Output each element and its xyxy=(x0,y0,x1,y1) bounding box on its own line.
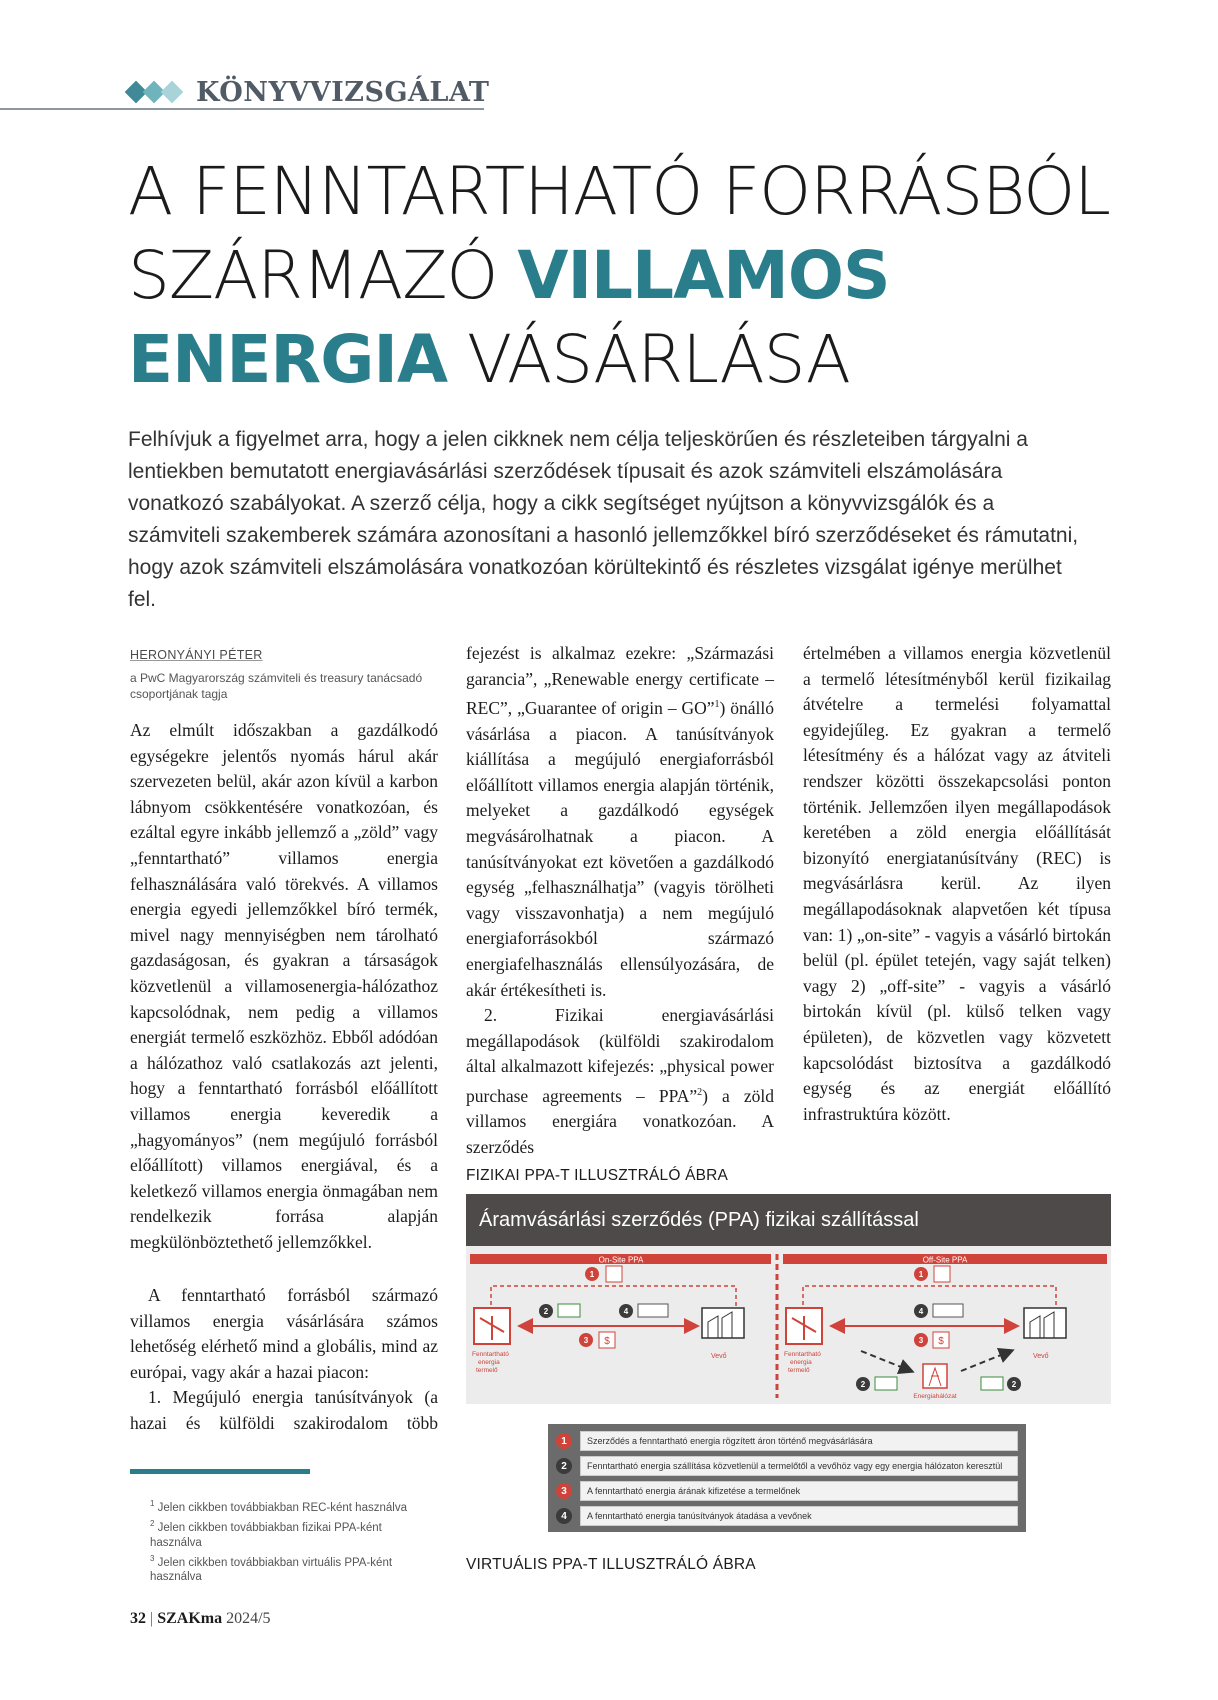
section-diamond-icon xyxy=(128,84,182,100)
certificate-icon xyxy=(638,1304,668,1317)
svg-text:energia: energia xyxy=(478,1359,500,1366)
legend-row: 1 Szerződés a fenntartható energia rögzített áron történő megvásárlására xyxy=(556,1432,1018,1450)
legend-row: 2 Fenntartható energia szállítása közvetlenül a termelőtől a vevőhöz vagy egy energia hálózaton keresztül xyxy=(556,1457,1018,1475)
section-title: KÖNYVVIZSGÁLAT xyxy=(196,76,490,108)
body-column-2 xyxy=(466,641,774,1161)
author-name: HERONYÁNYI PÉTER xyxy=(130,648,263,662)
right-panel-content xyxy=(784,1266,1066,1400)
contract-icon xyxy=(606,1266,622,1282)
body-paragraph-rec: 1. Megújuló energia tanúsítványok (a hazai és külföldi szakirodalom több xyxy=(130,1387,438,1433)
body-paragraph: Az elmúlt időszakban a gazdálkodó egységekre jelentős nyomás hárul akár szervezeten belül, akár azon kívül a karbon lábnyom csökkentésére vonatkozóan, és ezáltal egyre inkább jellemző a „zöld” vagy „fenntartható” villamos energia felhasználására való törekvés. A villamos energia egyedi jellemzőkkel bíró termék, mivel nagy mennyiségben nem tárolható gazdaságosan, és gyakran a társaságok közvetlenül a villamosenergia-hálózathoz kapcsolódnak, nem pedig a villamos energiát termelő eszközhöz. Ebből adódóan a hálózathoz való csatlakozás azt jelenti, hogy a fenntartható forrásból előállított villamos energia keveredik a „hagyományos” (nem megújuló forrásból előállított) villamos energiával, és a keletkező villamos energia önmagában nem rendelkezik forrása alapján megkülönböztethető jellemzőkkel. xyxy=(130,720,438,1252)
left-panel-content xyxy=(472,1266,744,1374)
svg-text:termelő: termelő xyxy=(788,1367,810,1374)
svg-text:3: 3 xyxy=(918,1336,924,1345)
footnote: $^2$ Jelen cikkben továbbiakban fizikai PPA-ként használva xyxy=(150,1518,382,1549)
battery-icon xyxy=(875,1377,897,1390)
figure-diagram xyxy=(466,1246,1111,1404)
figure-caption-top: FIZIKAI PPA-T ILLUSZTRÁLÓ ÁBRA xyxy=(466,1167,729,1184)
figure-legend xyxy=(548,1424,1026,1532)
svg-text:$: $ xyxy=(938,1336,944,1347)
svg-text:1: 1 xyxy=(918,1270,924,1279)
lead-paragraph: Felhívjuk a figyelmet arra, hogy a jelen cikknek nem célja teljeskörűen és részleteiben tárgyalni a lentiekben bemutatott energiavásárlási szerződések típusait és azok számviteli elszámolására vonatkozó szabályokat. A szerző célja, hogy a cikk segítséget nyújtson a könyvvizsgálók és a számviteli szakemberek számára azonosítani a hasonló jellemzőkkel bíró szerződéseket és rámutatni, hogy azok számviteli elszámolására vonatkozóan körültekintő és részletes vizsgálat igénye merülhet fel. xyxy=(128,428,1079,611)
body-column-1 xyxy=(130,718,438,1255)
svg-text:energia: energia xyxy=(790,1359,812,1366)
title-line-3: ENERGIA VÁSÁRLÁSA xyxy=(128,321,850,398)
battery-icon xyxy=(981,1377,1003,1390)
footnote: $^3$ Jelen cikkben továbbiakban virtuális PPA-ként használva xyxy=(150,1553,393,1584)
author-description: a PwC Magyarország számviteli és treasury tanácsadó csoportjának tagja xyxy=(130,671,423,701)
svg-text:4: 4 xyxy=(623,1307,629,1316)
right-panel-label: Off-Site PPA xyxy=(922,1255,968,1265)
svg-text:1: 1 xyxy=(589,1270,595,1279)
svg-text:Vevő: Vevő xyxy=(1033,1353,1049,1360)
svg-text:termelő: termelő xyxy=(476,1367,498,1374)
body-column-1b xyxy=(130,1283,438,1437)
buyer-label: Vevő xyxy=(711,1353,727,1360)
page-number: 32 xyxy=(130,1610,146,1627)
svg-text:$: $ xyxy=(604,1336,610,1347)
article-title xyxy=(128,150,1128,402)
left-panel-label: On-Site PPA xyxy=(598,1255,644,1265)
contract-icon xyxy=(934,1266,950,1282)
magazine-issue: 2024/5 xyxy=(226,1610,271,1627)
section-header xyxy=(128,72,490,112)
figure-heading: Áramvásárlási szerződés (PPA) fizikai szállítással xyxy=(466,1194,1111,1246)
body-paragraph: A fenntartható forrásból származó villamos energia vásárlására számos lehetőség elérhető mind a globális, mind az európai, vagy akár a hazai piacon: xyxy=(130,1285,438,1382)
svg-text:2: 2 xyxy=(543,1307,549,1316)
body-paragraph-rec-cont: fejezést is alkalmaz ezekre: „Származási garancia”, „Renewable energy certificate – REC”, „Guarantee of origin – GO”$^1$) önálló vásárlása a piacon. A tanúsítványok kiállítása a megújuló energiaforrásból előállított villamos energia alapján történik, melyeket a gazdálkodó egységek megvásárolhatnak a piacon. A tanúsítványokat ezt követően a gazdálkodó egység „felhasználhatja” (vagyis törölheti vagy visszavonhatja) a nem megújuló energiaforrásokból származó energiafelhasználás ellensúlyozására, de akár értékesítheti is. xyxy=(466,643,775,1000)
grid-label: Energiahálózat xyxy=(913,1393,957,1400)
svg-text:2: 2 xyxy=(1011,1380,1017,1389)
legend-row: 4 A fenntartható energia tanúsítványok átadása a vevőnek xyxy=(556,1507,1018,1525)
svg-text:Fenntartható: Fenntartható xyxy=(784,1351,821,1358)
title-line-2: SZÁRMAZÓ VILLAMOS xyxy=(128,237,890,314)
page-footer xyxy=(130,1610,271,1628)
certificate-icon xyxy=(933,1304,963,1317)
svg-text:3: 3 xyxy=(583,1336,589,1345)
body-paragraph-ppa: 2. Fizikai energiavásárlási megállapodások (külföldi szakirodalom által alkalmazott kifejezés: „physical power purchase agreements – PPA”$^2$) a zöld villamos energiára vonatkozóan. A szerződés xyxy=(466,1005,774,1157)
producer-label: Fenntartható xyxy=(472,1351,509,1358)
section-rule xyxy=(0,108,484,110)
footnote-rule xyxy=(130,1469,310,1474)
figure-caption-bottom: VIRTUÁLIS PPA-T ILLUSZTRÁLÓ ÁBRA xyxy=(466,1556,756,1573)
footnotes xyxy=(150,1496,420,1585)
footnote: $^1$ Jelen cikkben továbbiakban REC-ként használva xyxy=(150,1499,407,1514)
body-column-3 xyxy=(803,641,1111,1127)
magazine-name: SZAKma xyxy=(157,1610,223,1627)
ppa-figure xyxy=(466,1194,1111,1404)
body-paragraph-ppa-cont: értelmében a villamos energia közvetlenül a termelő létesítményből kerül fizikailag átvételre a termelési folyamattal egyidejűleg. Ez gyakran a termelő létesítmény és a hálózat vagy az átviteli rendszer közötti összekapcsolási ponton történik. Jellemzően ilyen megállapodások keretében a zöld energia előállítását bizonyító energiatanúsítvány (REC) is megvásárlásra kerül. Az ilyen megállapodásoknak alapvetően két típusa van: 1) „on-site” - vagyis a vásárló birtokán belül (pl. épület tetején, vagy saját telken) vagy 2) „off-site” - vagyis a vásárló birtokán kívül (pl. külső telken vagy épületen), de közvetlen vagy közvetett kapcsolódást biztosítva a gazdálkodó egység és az energiát előállító infrastruktúra között. xyxy=(803,643,1111,1124)
battery-icon xyxy=(558,1304,580,1317)
footer-separator: | xyxy=(150,1610,154,1627)
svg-text:2: 2 xyxy=(860,1380,866,1389)
svg-text:4: 4 xyxy=(918,1307,924,1316)
legend-row: 3 A fenntartható energia árának kifizetése a termelőnek xyxy=(556,1482,1018,1500)
title-line-1: A FENNTARTHATÓ FORRÁSBÓL xyxy=(128,153,1110,230)
